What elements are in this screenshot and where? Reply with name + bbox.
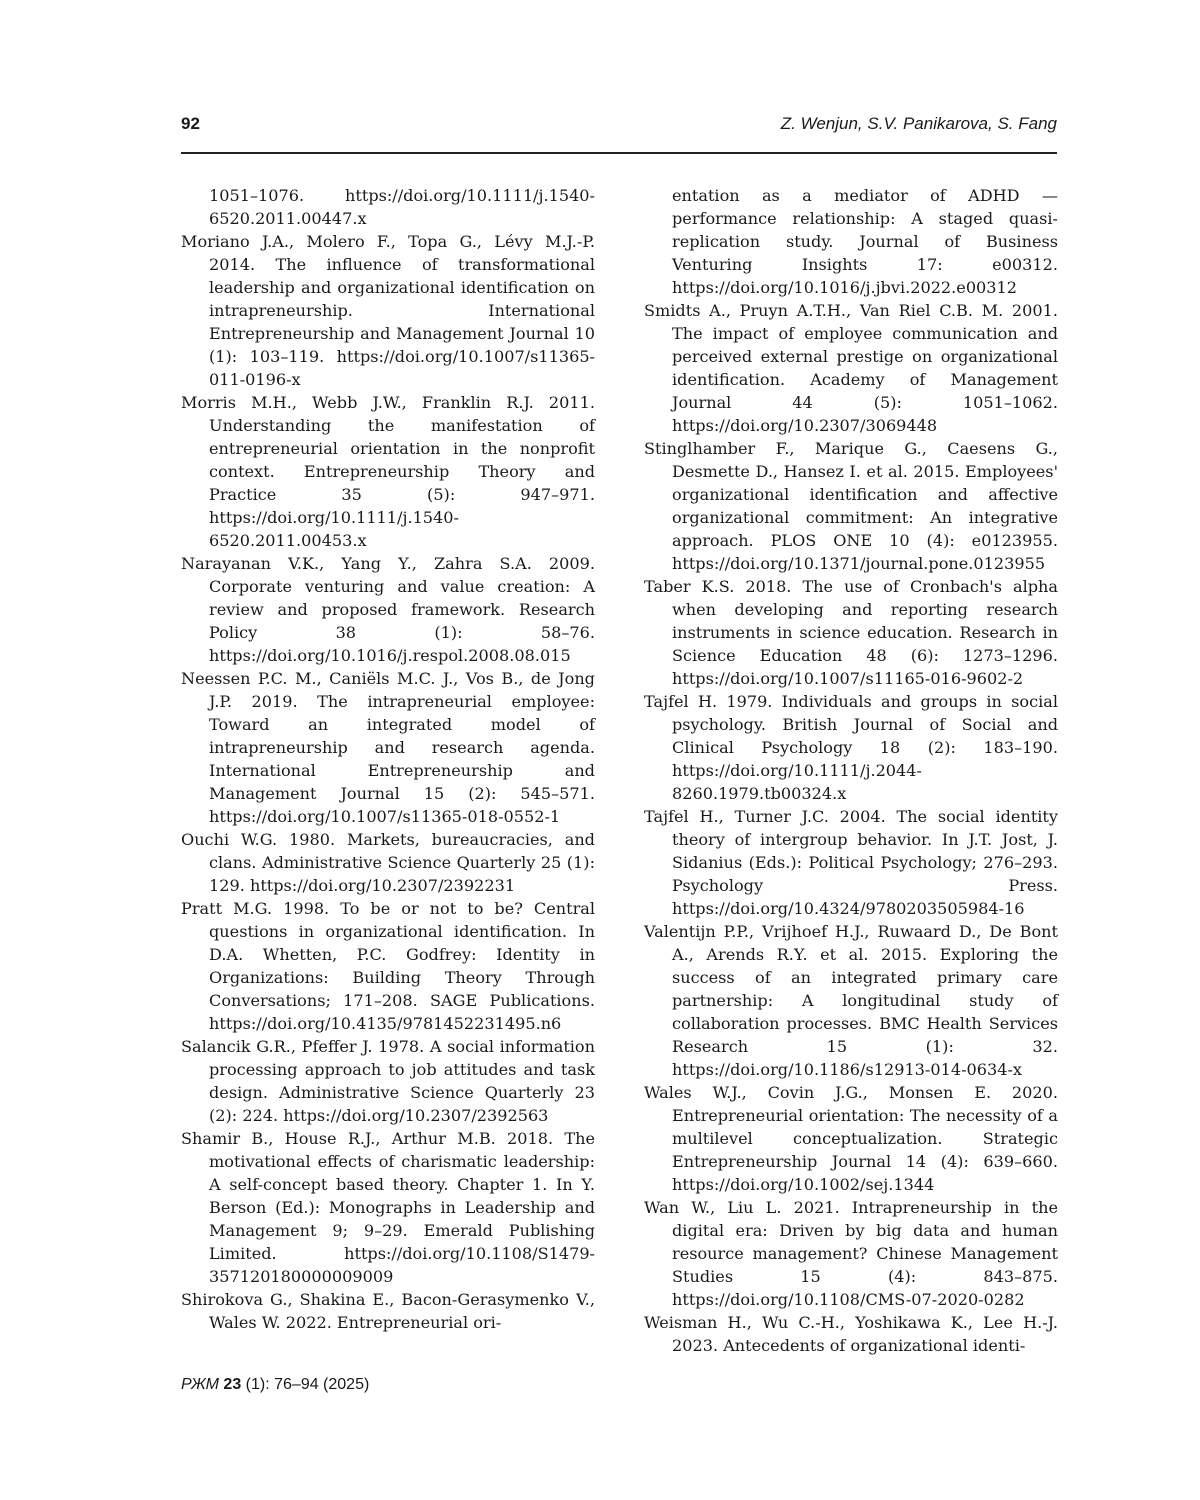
reference-entry: Shirokova G., Shakina E., Bacon-Gerasymenko V., Wales W. 2022. Entrepreneurial ori-	[181, 1290, 595, 1332]
page-footer	[181, 1376, 369, 1394]
page-number: 92	[181, 114, 200, 133]
reference-entry: Smidts A., Pruyn A.T.H., Van Riel C.B. M. 2001. The impact of employee communication and perceived external prestige on organizational identification. Academy of Management Journal 44 (5): 1051–1062. https://doi.org/10.2307/3069448	[644, 301, 1058, 435]
reference-entry: Shamir B., House R.J., Arthur M.B. 2018. The motivational effects of charismatic leadership: A self-concept based theory. Chapter 1. In Y. Berson (Ed.): Monographs in Leadership and Management 9; 9–29. Emerald Publishing Limited. https://doi.org/10.1108/S1479-357120180000009009	[181, 1129, 595, 1286]
reference-entry-continued: 1051–1076. https://doi.org/10.1111/j.1540-6520.2011.00447.x	[209, 186, 595, 228]
footer-journal: РЖМ	[181, 1376, 219, 1393]
reference-entry: Salancik G.R., Pfeffer J. 1978. A social information processing approach to job attitudes and task design. Administrative Science Quarterly 23 (2): 224. https://doi.org/10.2307/2392563	[181, 1037, 595, 1125]
footer-volume: 23	[223, 1376, 242, 1393]
reference-entry: Taber K.S. 2018. The use of Cronbach's alpha when developing and reporting research instruments in science education. Research in Science Education 48 (6): 1273–1296. https://doi.org/10.1007/s11165-016-9602-2	[644, 577, 1058, 688]
reference-entry: Neessen P.C. M., Caniëls M.C. J., Vos B., de Jong J.P. 2019. The intrapreneurial employee: Toward an integrated model of intrapreneurship and research agenda. International Entrepreneurship and Management Journal 15 (2): 545–571. https://doi.org/10.1007/s11365-018-0552-1	[181, 669, 595, 826]
reference-entry: Valentijn P.P., Vrijhoef H.J., Ruwaard D., De Bont A., Arends R.Y. et al. 2015. Exploring the success of an integrated primary care partnership: A longitudinal study of collaboration processes. BMC Health Services Research 15 (1): 32. https://doi.org/10.1186/s12913-014-0634-x	[644, 922, 1058, 1079]
reference-entry-continued: entation as a mediator of ADHD — performance relationship: A staged quasi-replication study. Journal of Business Venturing Insights 17: e00312. https://doi.org/10.1016/j.jbvi.2022.e00312	[672, 186, 1058, 297]
reference-entry: Tajfel H., Turner J.C. 2004. The social identity theory of intergroup behavior. In J.T. Jost, J. Sidanius (Eds.): Political Psychology; 276–293. Psychology Press. https://doi.org/10.4324/9780203505984-16	[644, 807, 1058, 918]
reference-column-right	[644, 184, 1058, 1357]
reference-entry: Morris M.H., Webb J.W., Franklin R.J. 2011. Understanding the manifestation of entrepreneurial orientation in the nonprofit context. Entrepreneurship Theory and Practice 35 (5): 947–971. https://doi.org/10.1111/j.1540-6520.2011.00453.x	[181, 393, 595, 550]
reference-entry: Wan W., Liu L. 2021. Intrapreneurship in the digital era: Driven by big data and human resource management? Chinese Management Studies 15 (4): 843–875. https://doi.org/10.1108/CMS-07-2020-0282	[644, 1198, 1058, 1309]
reference-entry: Wales W.J., Covin J.G., Monsen E. 2020. Entrepreneurial orientation: The necessity of a multilevel conceptualization. Strategic Entrepreneurship Journal 14 (4): 639–660. https://doi.org/10.1002/sej.1344	[644, 1083, 1058, 1194]
reference-entry: Narayanan V.K., Yang Y., Zahra S.A. 2009. Corporate venturing and value creation: A review and proposed framework. Research Policy 38 (1): 58–76. https://doi.org/10.1016/j.respol.2008.08.015	[181, 554, 595, 665]
reference-entry: Weisman H., Wu C.-H., Yoshikawa K., Lee H.-J. 2023. Antecedents of organizational identi-	[644, 1313, 1058, 1355]
reference-entry: Moriano J.A., Molero F., Topa G., Lévy M.J.-P. 2014. The influence of transformational leadership and organizational identification on intrapreneurship. International Entrepreneurship and Management Journal 10 (1): 103–119. https://doi.org/10.1007/s11365-011-0196-x	[181, 232, 595, 389]
reference-column-left	[181, 184, 595, 1334]
reference-entry: Pratt M.G. 1998. To be or not to be? Central questions in organizational identification. In D.A. Whetten, P.C. Godfrey: Identity in Organizations: Building Theory Through Conversations; 171–208. SAGE Publications. https://doi.org/10.4135/9781452231495.n6	[181, 899, 595, 1033]
footer-issue-pages: (1): 76–94 (2025)	[245, 1376, 370, 1393]
reference-entry: Tajfel H. 1979. Individuals and groups in social psychology. British Journal of Social and Clinical Psychology 18 (2): 183–190. https://doi.org/10.1111/j.2044-8260.1979.tb00324.x	[644, 692, 1058, 803]
running-head-authors: Z. Wenjun, S.V. Panikarova, S. Fang	[780, 114, 1057, 133]
header-rule	[181, 152, 1057, 154]
reference-entry: Ouchi W.G. 1980. Markets, bureaucracies, and clans. Administrative Science Quarterly 25 (1): 129. https://doi.org/10.2307/2392231	[181, 830, 595, 895]
reference-entry: Stinglhamber F., Marique G., Caesens G., Desmette D., Hansez I. et al. 2015. Employees' organizational identification and affective organizational commitment: An integrative approach. PLOS ONE 10 (4): e0123955. https://doi.org/10.1371/journal.pone.0123955	[644, 439, 1058, 573]
page-header	[181, 112, 1057, 138]
